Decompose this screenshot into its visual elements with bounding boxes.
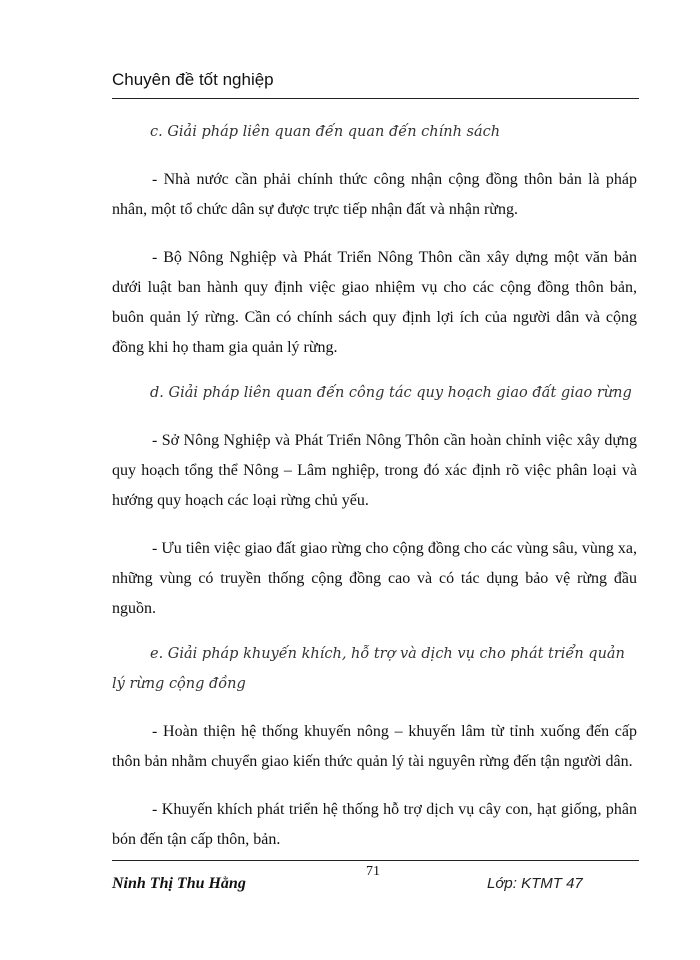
section-c-heading: c. Giải pháp liên quan đến quan đến chính sách — [150, 124, 501, 140]
page-number: 71 — [366, 864, 380, 879]
header-title: Chuyên đề tốt nghiệp — [112, 70, 274, 89]
author-name: Ninh Thị Thu Hằng — [112, 875, 246, 892]
section-d-paragraph-2: - Ưu tiên việc giao đất giao rừng cho cộng đồng cho các vùng sâu, vùng xa, những vùng có truyền thống cộng đồng cao và có tác dụng bảo vệ rừng đầu nguồn. — [112, 540, 637, 617]
footer-divider — [112, 860, 639, 861]
section-c-paragraph-2: - Bộ Nông Nghiệp và Phát Triển Nông Thôn cần xây dựng một văn bản dưới luật ban hành quy định việc giao nhiệm vụ cho các cộng đồng thôn bản, buôn quản lý rừng. Cần có chính sách quy định lợi ích của người dân và cộng đồng khi họ tham gia quản lý rừng. — [112, 249, 637, 356]
section-d-paragraph-1: - Sở Nông Nghiệp và Phát Triển Nông Thôn cần hoàn chỉnh việc xây dựng quy hoạch tổng thể Nông – Lâm nghiệp, trong đó xác định rõ việc phân loại và hướng quy hoạch các loại rừng chủ yếu. — [112, 432, 637, 509]
section-e-heading: e. Giải pháp khuyến khích, hỗ trợ và dịch vụ cho phát triển quản lý rừng cộng đồng — [112, 646, 625, 692]
section-e-paragraph-2: - Khuyến khích phát triển hệ thống hỗ trợ dịch vụ cây con, hạt giống, phân bón đến tận cấp thôn, bản. — [112, 801, 637, 848]
section-c-paragraph-1: - Nhà nước cần phải chính thức công nhận cộng đồng thôn bản là pháp nhân, một tổ chức dân sự được trực tiếp nhận đất và nhận rừng. — [112, 171, 637, 218]
class-label: Lớp: KTMT 47 — [487, 875, 583, 892]
section-d-heading: d. Giải pháp liên quan đến công tác quy hoạch giao đất giao rừng — [150, 385, 632, 401]
page-content — [112, 117, 637, 855]
page-header — [112, 70, 639, 99]
section-e-paragraph-1: - Hoàn thiện hệ thống khuyến nông – khuyến lâm từ tỉnh xuống đến cấp thôn bản nhằm chuyển giao kiến thức quản lý tài nguyên rừng đến tận người dân. — [112, 723, 637, 770]
